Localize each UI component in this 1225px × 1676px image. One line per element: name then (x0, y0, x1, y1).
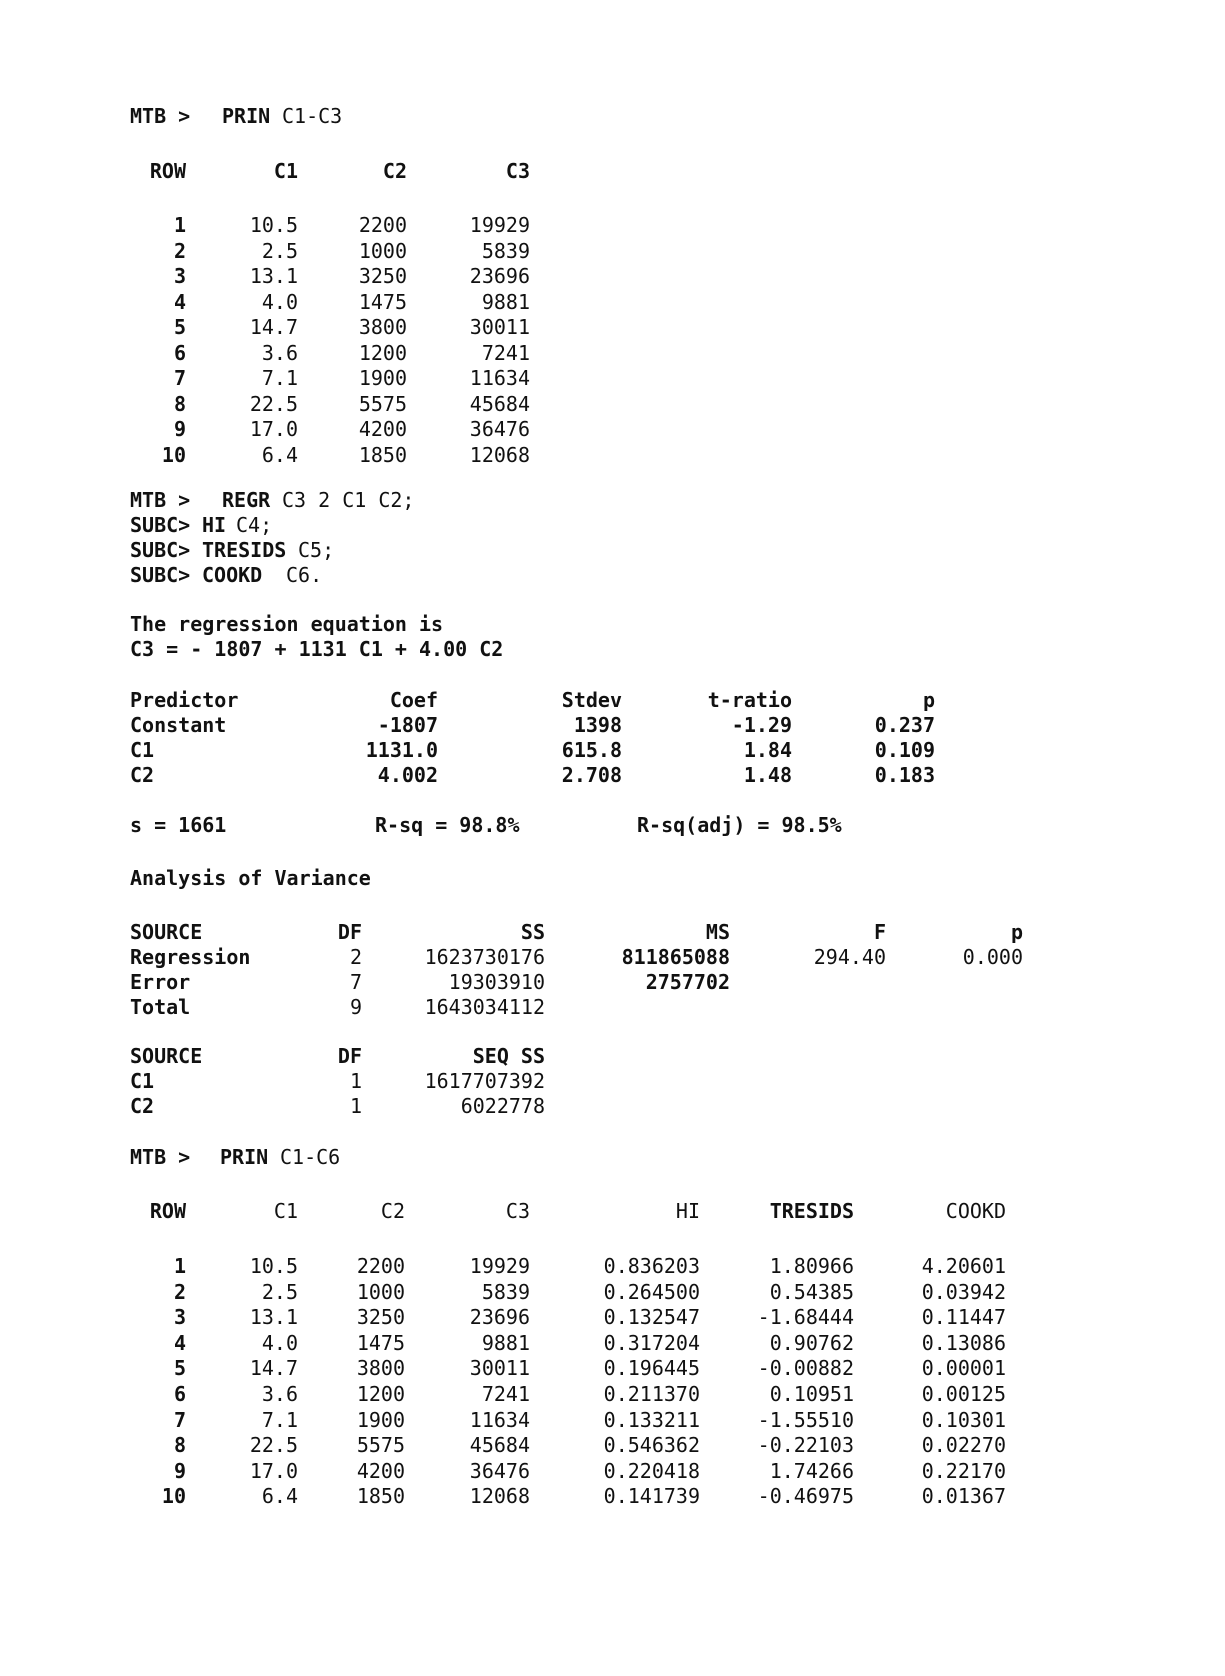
table2-cell: 1850 (356, 1484, 405, 1509)
table2-cell: 4.0 (261, 1330, 298, 1355)
table2-cell: 10 (161, 1484, 186, 1509)
table2-cell: 9 (173, 1458, 186, 1483)
coef-value: -1807 (377, 713, 438, 737)
table1-cell: 6.4 (261, 442, 298, 467)
table2-header: ROW (149, 1199, 186, 1223)
table2-cell: 0.196445 (603, 1356, 700, 1381)
regr-args: C5; (298, 538, 335, 562)
coef-value: 2.708 (561, 763, 622, 787)
table2-cell: 0.13086 (921, 1330, 1006, 1355)
fit-rsq-adj: R-sq(adj) = 98.5% (637, 813, 842, 837)
regr-prompt: MTB > (130, 488, 191, 512)
anova-header: MS (705, 920, 730, 944)
table2-cell: 12068 (469, 1484, 530, 1509)
table2-cell: 5839 (481, 1279, 530, 1304)
table1-cell: 1200 (358, 340, 407, 365)
table1-cell: 45684 (469, 391, 530, 416)
coef-value: 1.48 (743, 763, 792, 787)
coef-value: 0.109 (874, 738, 935, 762)
table1-cell: 23696 (469, 264, 530, 288)
table2-header: COOKD (945, 1199, 1006, 1223)
anova-value: 2 (349, 945, 362, 969)
table1-cell: 2200 (358, 213, 407, 237)
table1-cell: 3250 (358, 264, 407, 288)
regr-command: REGR (222, 488, 271, 512)
table2-cell: 0.03942 (921, 1279, 1006, 1304)
table1-cell: 1475 (358, 289, 407, 314)
coef-value: 615.8 (561, 738, 622, 762)
table1-header: ROW (149, 159, 186, 183)
anova-header: SS (520, 920, 545, 944)
table1-cell: 3.6 (261, 340, 298, 365)
anova-value: 7 (349, 970, 362, 994)
coef-header: Stdev (561, 688, 622, 712)
table1-cell: 2.5 (261, 238, 298, 263)
table2-cell: 1.74266 (769, 1458, 854, 1483)
table1-cell: 5839 (481, 238, 530, 263)
table2-cell: 0.133211 (603, 1407, 700, 1432)
table1-cell: 22.5 (249, 391, 298, 416)
anova-header: DF (337, 920, 362, 944)
table2-cell: -1.55510 (757, 1407, 854, 1432)
table1-cell: 12068 (469, 442, 530, 467)
table2-header: C3 (505, 1199, 530, 1223)
anova-value: 19303910 (448, 970, 545, 994)
table1-cell: 7.1 (261, 366, 298, 390)
coef-header: t-ratio (707, 688, 792, 712)
table2-cell: 0.141739 (603, 1484, 700, 1509)
table1-cell: 30011 (469, 315, 530, 339)
table2-cell: 3250 (356, 1305, 405, 1330)
anova-value: 1623730176 (424, 945, 545, 969)
table2-cell: 23696 (469, 1305, 530, 1330)
table2-cell: 0.00125 (921, 1382, 1006, 1406)
table1-cell: 1900 (358, 366, 407, 390)
table2-cell: 3 (173, 1305, 186, 1330)
table2-cell: 0.22170 (921, 1458, 1006, 1483)
table2-cell: 5 (173, 1356, 186, 1381)
seq-df: 1 (349, 1069, 362, 1093)
anova-value: 294.40 (813, 945, 886, 969)
table2-cell: 36476 (469, 1458, 530, 1483)
table1-cell: 5575 (358, 391, 407, 416)
table2-cell: 9881 (481, 1330, 530, 1355)
table2-header: TRESIDS (769, 1199, 854, 1223)
seq-header-source: SOURCE (130, 1044, 203, 1068)
table2-cell: 0.00001 (921, 1356, 1006, 1381)
anova-value: 0.000 (962, 945, 1023, 969)
table2-cell: 13.1 (249, 1305, 298, 1330)
table2-cell: 4200 (356, 1458, 405, 1483)
coef-value: 0.237 (874, 713, 935, 737)
table1-cell: 7 (173, 366, 186, 390)
table2-header: C2 (380, 1199, 405, 1223)
regr-command: TRESIDS (202, 538, 287, 562)
table1-header: C3 (505, 159, 530, 183)
table2-cell: 3800 (356, 1356, 405, 1381)
anova-value: 811865088 (621, 945, 730, 969)
coef-predictor: C1 (130, 738, 155, 762)
coef-value: 0.183 (874, 763, 935, 787)
table2-cell: -0.46975 (757, 1484, 854, 1509)
table1-cell: 6 (173, 340, 186, 365)
table1-cell: 17.0 (249, 417, 298, 441)
table1-cell: 1 (173, 213, 186, 237)
table2-header: HI (675, 1199, 700, 1223)
table2-cell: 3.6 (261, 1382, 298, 1406)
mtb-prompt: MTB > (130, 1145, 191, 1169)
table2-cell: 45684 (469, 1433, 530, 1458)
table1-cell: 4.0 (261, 289, 298, 314)
coef-header-predictor: Predictor (130, 688, 239, 712)
anova-header: F (873, 920, 886, 944)
table2-cell: 2.5 (261, 1279, 298, 1304)
table1-cell: 4 (173, 289, 186, 314)
table2-cell: 0.54385 (769, 1279, 854, 1304)
table2-cell: 4.20601 (921, 1254, 1006, 1278)
regr-prompt: SUBC> (130, 538, 191, 562)
table2-cell: -0.00882 (757, 1356, 854, 1381)
table2-cell: 6.4 (261, 1484, 298, 1509)
table2-cell: 0.836203 (603, 1254, 700, 1278)
table1-cell: 10.5 (249, 213, 298, 237)
table2-cell: 0.317204 (603, 1330, 700, 1355)
table1-cell: 10 (161, 442, 186, 467)
table2-cell: 0.132547 (603, 1305, 700, 1330)
coef-header: Coef (389, 688, 438, 712)
table2-cell: 0.546362 (603, 1433, 700, 1458)
table2-cell: 7 (173, 1407, 186, 1432)
table2-cell: 22.5 (249, 1433, 298, 1458)
equation-text: C3 = - 1807 + 1131 C1 + 4.00 C2 (130, 637, 504, 661)
fit-s: s = 1661 (130, 813, 227, 837)
table2-cell: 19929 (469, 1254, 530, 1278)
regr-prompt: SUBC> (130, 563, 191, 587)
table2-cell: 1000 (356, 1279, 405, 1304)
regr-command: HI (202, 513, 227, 537)
table2-cell: 17.0 (249, 1458, 298, 1483)
coef-value: 1.84 (743, 738, 792, 762)
anova-source: Regression (130, 945, 251, 969)
table1-cell: 4200 (358, 417, 407, 441)
table1-cell: 13.1 (249, 264, 298, 288)
table1-cell: 14.7 (249, 315, 298, 339)
table2-cell: 8 (173, 1433, 186, 1458)
table1-cell: 1000 (358, 238, 407, 263)
fit-rsq: R-sq = 98.8% (375, 813, 520, 837)
coef-value: -1.29 (731, 713, 792, 737)
anova-title: Analysis of Variance (130, 866, 371, 890)
table2-cell: 1.80966 (769, 1254, 854, 1278)
table2-cell: 1900 (356, 1407, 405, 1432)
table1-cell: 9 (173, 417, 186, 441)
table2-cell: 10.5 (249, 1254, 298, 1278)
table2-cell: -0.22103 (757, 1433, 854, 1458)
table2-cell: -1.68444 (757, 1305, 854, 1330)
regr-args: C6. (286, 563, 323, 587)
anova-value: 9 (349, 995, 362, 1019)
seq-ss: 6022778 (460, 1094, 545, 1118)
table2-cell: 0.11447 (921, 1305, 1006, 1330)
table2-cell: 0.10951 (769, 1382, 854, 1406)
command-args: C1-C3 (282, 104, 343, 128)
table1-cell: 8 (173, 391, 186, 416)
regr-args: C4; (236, 513, 273, 537)
table2-cell: 0.10301 (921, 1407, 1006, 1432)
table1-cell: 3800 (358, 315, 407, 339)
anova-header: p (1010, 920, 1023, 944)
table2-cell: 1 (173, 1254, 186, 1278)
command-args: C1-C6 (280, 1145, 341, 1169)
table2-cell: 1200 (356, 1382, 405, 1406)
table2-cell: 30011 (469, 1356, 530, 1381)
table2-cell: 0.90762 (769, 1330, 854, 1355)
table2-cell: 0.220418 (603, 1458, 700, 1483)
table2-cell: 7.1 (261, 1407, 298, 1432)
table1-cell: 19929 (469, 213, 530, 237)
anova-value: 2757702 (645, 970, 730, 994)
mtb-prompt: MTB > (130, 104, 191, 128)
table1-cell: 36476 (469, 417, 530, 441)
seq-header: DF (337, 1044, 362, 1068)
regr-command: COOKD (202, 563, 263, 587)
command-name: PRIN (222, 104, 271, 128)
table2-cell: 0.01367 (921, 1484, 1006, 1509)
table1-cell: 9881 (481, 289, 530, 314)
regr-args: C3 2 C1 C2; (282, 488, 415, 512)
coef-predictor: Constant (130, 713, 227, 737)
table1-cell: 11634 (469, 366, 530, 390)
table2-cell: 2200 (356, 1254, 405, 1278)
anova-value: 1643034112 (424, 995, 545, 1019)
coef-value: 1131.0 (365, 738, 438, 762)
coef-value: 1398 (573, 713, 622, 737)
regr-prompt: SUBC> (130, 513, 191, 537)
coef-header: p (922, 688, 935, 712)
table2-cell: 1475 (356, 1330, 405, 1355)
anova-source: Total (130, 995, 191, 1019)
coef-predictor: C2 (130, 763, 155, 787)
table1-cell: 7241 (481, 340, 530, 365)
table2-cell: 11634 (469, 1407, 530, 1432)
seq-header: SEQ SS (472, 1044, 545, 1068)
table2-cell: 2 (173, 1279, 186, 1304)
table2-cell: 7241 (481, 1382, 530, 1406)
table1-header: C1 (273, 159, 298, 183)
table2-cell: 4 (173, 1330, 186, 1355)
table2-cell: 0.02270 (921, 1433, 1006, 1458)
equation-label: The regression equation is (130, 612, 444, 636)
table2-cell: 6 (173, 1382, 186, 1406)
table1-cell: 2 (173, 238, 186, 263)
command-name: PRIN (220, 1145, 269, 1169)
seq-source: C2 (130, 1094, 155, 1118)
table2-cell: 5575 (356, 1433, 405, 1458)
seq-df: 1 (349, 1094, 362, 1118)
table2-header: C1 (273, 1199, 298, 1223)
seq-ss: 1617707392 (424, 1069, 545, 1093)
table2-cell: 14.7 (249, 1356, 298, 1381)
coef-value: 4.002 (377, 763, 438, 787)
table1-cell: 3 (173, 264, 186, 288)
seq-source: C1 (130, 1069, 155, 1093)
anova-source: Error (130, 970, 191, 994)
table2-cell: 0.264500 (603, 1279, 700, 1304)
table1-header: C2 (382, 159, 407, 183)
table1-cell: 1850 (358, 442, 407, 467)
table2-cell: 0.211370 (603, 1382, 700, 1406)
anova-header-source: SOURCE (130, 920, 203, 944)
table1-cell: 5 (173, 315, 186, 339)
